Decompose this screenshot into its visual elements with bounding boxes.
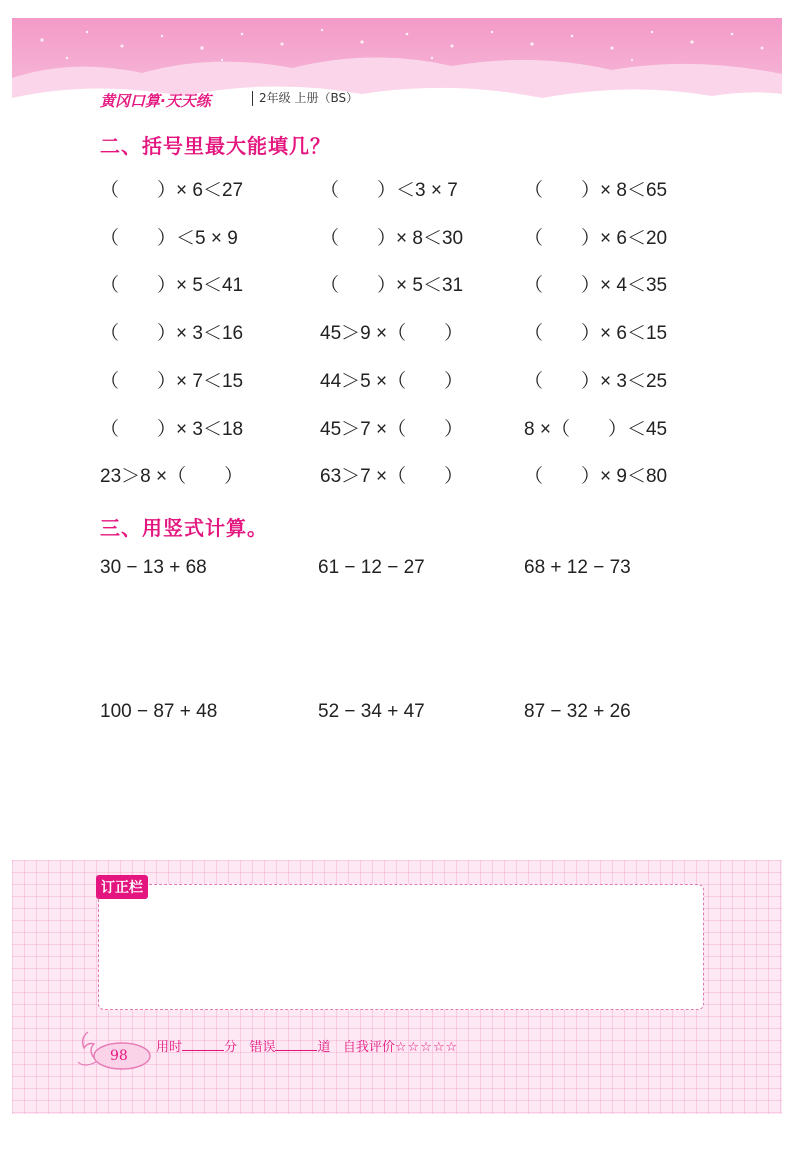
calc-problem: 100 − 87 + 48 [100, 701, 218, 722]
calc-problem: 30 − 13 + 68 [100, 557, 207, 578]
errors-label: 错误 [249, 1040, 276, 1055]
fill-item: （ ）× 3＜25 [524, 371, 668, 392]
time-label: 用时 [156, 1040, 183, 1055]
worksheet-page [12, 18, 782, 1114]
header-banner [12, 18, 782, 128]
fill-item: 45＞9 ×（ ） [320, 323, 464, 344]
cloud-banner-graphic [12, 18, 782, 128]
correction-section [12, 860, 782, 1114]
fill-item: （ ）× 4＜35 [524, 275, 668, 296]
calc-problem: 87 − 32 + 26 [524, 701, 631, 722]
self-assessment-line [156, 1036, 458, 1055]
correction-label: 订正栏 [96, 875, 148, 899]
fill-item: （ ）× 5＜41 [100, 275, 244, 296]
fill-item: （ ）× 6＜20 [524, 228, 668, 249]
section-2-title: 二、括号里最大能填几？ [100, 134, 331, 158]
calc-problem: 68 + 12 − 73 [524, 557, 631, 578]
questions-label: 道 [317, 1040, 331, 1055]
fill-item: 45＞7 ×（ ） [320, 419, 464, 440]
fill-item: （ ）× 3＜16 [100, 323, 244, 344]
errors-blank[interactable] [275, 1038, 317, 1051]
correction-box[interactable] [98, 884, 704, 1010]
page-number: 98 [110, 1048, 128, 1064]
brand-title: 黄冈口算·天天练 [100, 92, 211, 110]
self-eval-label: 自我评价 [342, 1040, 395, 1055]
fill-item: 63＞7 ×（ ） [320, 466, 464, 487]
fill-item: （ ）× 6＜15 [524, 323, 668, 344]
fill-item: （ ）× 8＜30 [320, 228, 464, 249]
calc-problem: 61 − 12 − 27 [318, 557, 425, 578]
fill-item: （ ）× 7＜15 [100, 371, 244, 392]
calc-problem: 52 − 34 + 47 [318, 701, 425, 722]
fill-item: （ ）× 5＜31 [320, 275, 464, 296]
fill-item: （ ）× 3＜18 [100, 419, 244, 440]
fill-item: （ ）× 9＜80 [524, 466, 668, 487]
fill-item: 8 ×（ ）＜45 [524, 419, 668, 440]
fill-item: （ ）＜5 × 9 [100, 228, 238, 249]
fill-item: 23＞8 ×（ ） [100, 466, 244, 487]
section-3-title: 三、用竖式计算。 [100, 516, 268, 540]
perforated-edge [12, 854, 782, 862]
grade-label: 2年级 上册（BS） [252, 91, 358, 106]
fill-item: （ ）＜3 × 7 [320, 180, 458, 201]
minutes-label: 分 [224, 1040, 238, 1055]
fill-item: 44＞5 ×（ ） [320, 371, 464, 392]
fill-item: （ ）× 8＜65 [524, 180, 668, 201]
time-blank[interactable] [182, 1038, 224, 1051]
rating-stars-icon[interactable]: ☆☆☆☆☆ [394, 1040, 459, 1055]
fill-item: （ ）× 6＜27 [100, 180, 244, 201]
